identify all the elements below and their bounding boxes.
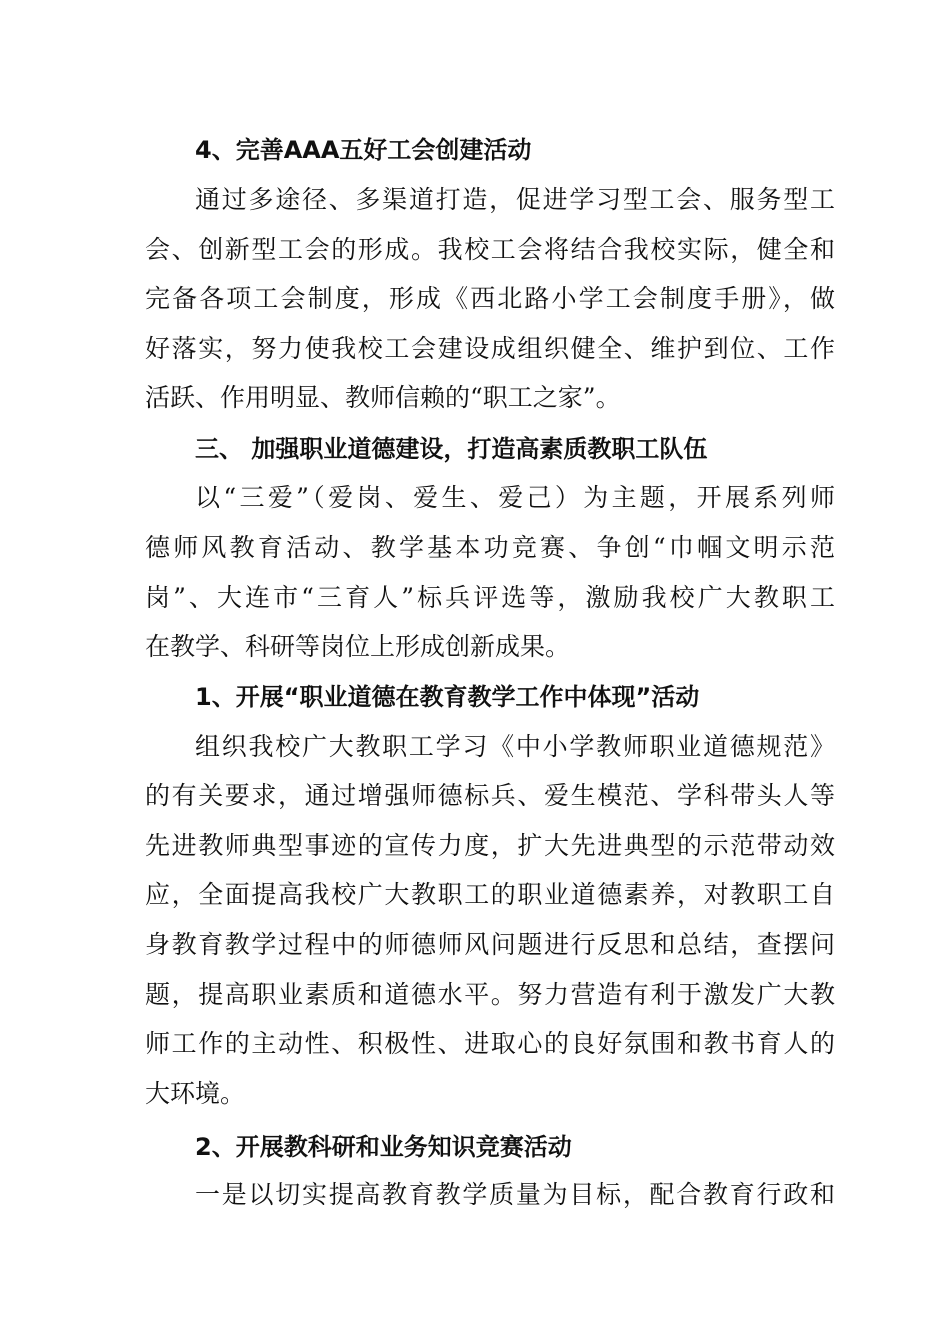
paragraph-line: 师工作的主动性、积极性、进取心的良好氛围和教书育人的: [145, 1029, 835, 1058]
paragraph-line: 组织我校广大教职工学习《中小学教师职业道德规范》: [195, 732, 835, 761]
paragraph-line: 应，全面提高我校广大教职工的职业道德素养，对教职工自: [145, 880, 835, 909]
paragraph-line: 完备各项工会制度，形成《西北路小学工会制度手册》，做: [145, 284, 835, 313]
paragraph-line: 好落实，努力使我校工会建设成组织健全、维护到位、工作: [145, 334, 835, 363]
paragraph-line: 身教育教学过程中的师德师风问题进行反思和总结，查摆问: [145, 930, 835, 959]
paragraph-line: 先进教师典型事迹的宣传力度，扩大先进典型的示范带动效: [145, 831, 835, 860]
paragraph-line: 一是以切实提高教育教学质量为目标，配合教育行政和: [195, 1180, 835, 1209]
section-heading: 2、开展教科研和业务知识竞赛活动: [195, 1133, 572, 1161]
section-heading: 三、 加强职业道德建设，打造高素质教职工队伍: [195, 435, 708, 463]
paragraph-line: 在教学、科研等岗位上形成创新成果。: [145, 632, 571, 661]
paragraph-line: 大环境。: [145, 1079, 246, 1108]
paragraph-line: 的有关要求，通过增强师德标兵、爱生模范、学科带头人等: [145, 781, 835, 810]
paragraph-line: 会、创新型工会的形成。我校工会将结合我校实际，健全和: [145, 235, 835, 264]
paragraph-line: 通过多途径、多渠道打造，促进学习型工会、服务型工: [195, 185, 835, 214]
paragraph-line: 题，提高职业素质和道德水平。努力营造有利于激发广大教: [145, 980, 835, 1009]
paragraph-line: 德师风教育活动、教学基本功竞赛、争创“巾帼文明示范: [145, 533, 835, 562]
section-heading: 4、完善AAA五好工会创建活动: [195, 136, 532, 164]
section-heading: 1、开展“职业道德在教育教学工作中体现”活动: [195, 683, 700, 711]
paragraph-line: 活跃、作用明显、教师信赖的“职工之家”。: [145, 383, 621, 412]
paragraph-line: 岗”、大连市“三育人”标兵评选等，激励我校广大教职工: [145, 583, 835, 612]
paragraph-line: 以“三爱”（爱岗、爱生、爱己）为主题，开展系列师: [195, 483, 835, 512]
